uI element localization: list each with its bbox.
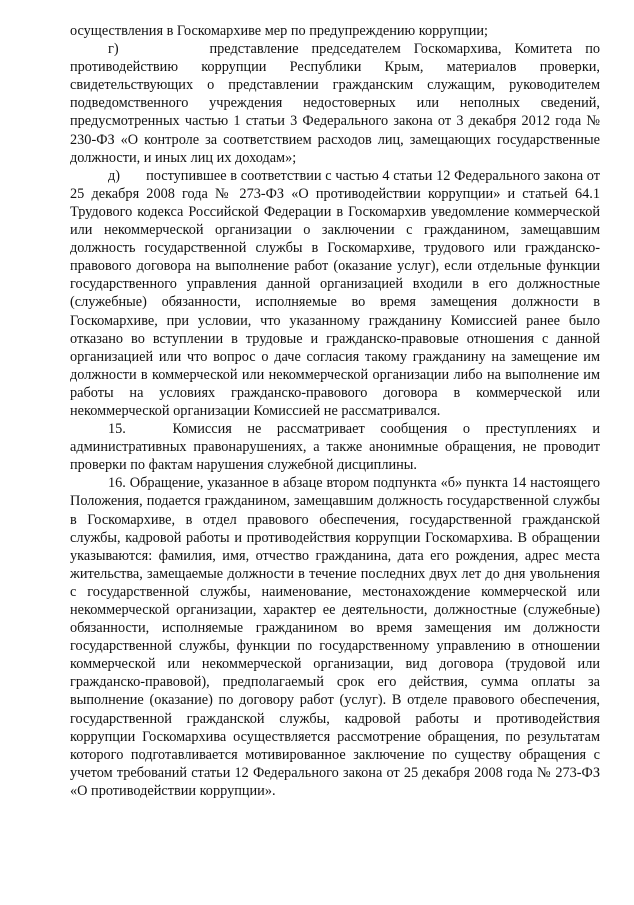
paragraph-item-g: г) представление председателем Госкомархива, Комитета по противодействию коррупции Республики Крым, материалов проверки, свидетельствующих о представлении гражданским служащим, руководителем подведомственного учреждения недостоверных или неполных сведений, предусмотренных частью 1 статьи 3 Федерального закона от 3 декабря 2012 года № 230-ФЗ «О контроле за соответствием расходов лиц, замещающих государственные должности, и иных лиц их доходам»; [70,41,600,166]
paragraph-item-d: д) поступившее в соответствии с частью 4 статьи 12 Федерального закона от 25 декабря 2008 года № 273-ФЗ «О противодействии коррупции» и статьей 64.1 Трудового кодекса Российской Федерации в Госкомархив уведомление коммерческой или некоммерческой организации о заключении с гражданином, замещавшим должность государственной службы в Госкомархиве, трудового или гражданско-правового договора на выполнение работ (оказание услуг), если отдельные функции государственного управления данной организацией входили в его должностные (служебные) обязанности, исполняемые во время замещения должности в Госкомархиве, при условии, что указанному гражданину Комиссией ранее было отказано во вступлении в трудовые и гражданско-правовые отношения с данной организацией или что вопрос о даче согласия такому гражданину на замещение им должности в коммерческой или некоммерческой организации либо на выполнение им работы на условиях гражданско-правового договора в коммерческой или некоммерческой организации Комиссией не рассматривался. [70,167,600,419]
paragraph-clause-16: 16. Обращение, указанное в абзаце втором подпункта «б» пункта 14 настоящего Положения, подается гражданином, замещавшим должность государственной службы в Госкомархиве, в отдел правового обеспечения, государственной гражданской службы, кадровой работы и противодействия коррупции Госкомархива. В обращении указываются: фамилия, имя, отчество гражданина, дата его рождения, адрес места жительства, замещаемые должности в течение последних двух лет до дня увольнения с государственной службы, наименование, местонахождение коммерческой или некоммерческой организации, характер ее деятельности, должностные (служебные) обязанности, исполняемые гражданином во время замещения им должности государственной службы, функции по государственному управлению в отношении коммерческой или некоммерческой организации, вид договора (трудовой или гражданско-правовой), предполагаемый срок его действия, сумма оплаты за выполнение (оказание) по договору работ (услуг). В отделе правового обеспечения, государственной гражданской службы, кадровой работы и противодействия коррупции Госкомархива осуществляется рассмотрение обращения, по результатам которого подготавливается мотивированное заключение по существу обращения с учетом требований статьи 12 Федерального закона от 25 декабря 2008 года № 273-ФЗ «О противодействии коррупции». [70,475,600,799]
document-page [70,22,600,800]
paragraph-continuation: осуществления в Госкомархиве мер по предупреждению коррупции; [70,23,488,39]
paragraph-clause-15: 15. Комиссия не рассматривает сообщения о преступлениях и административных правонарушениях, а также анонимные обращения, не проводит проверки по фактам нарушения служебной дисциплины. [70,421,600,474]
